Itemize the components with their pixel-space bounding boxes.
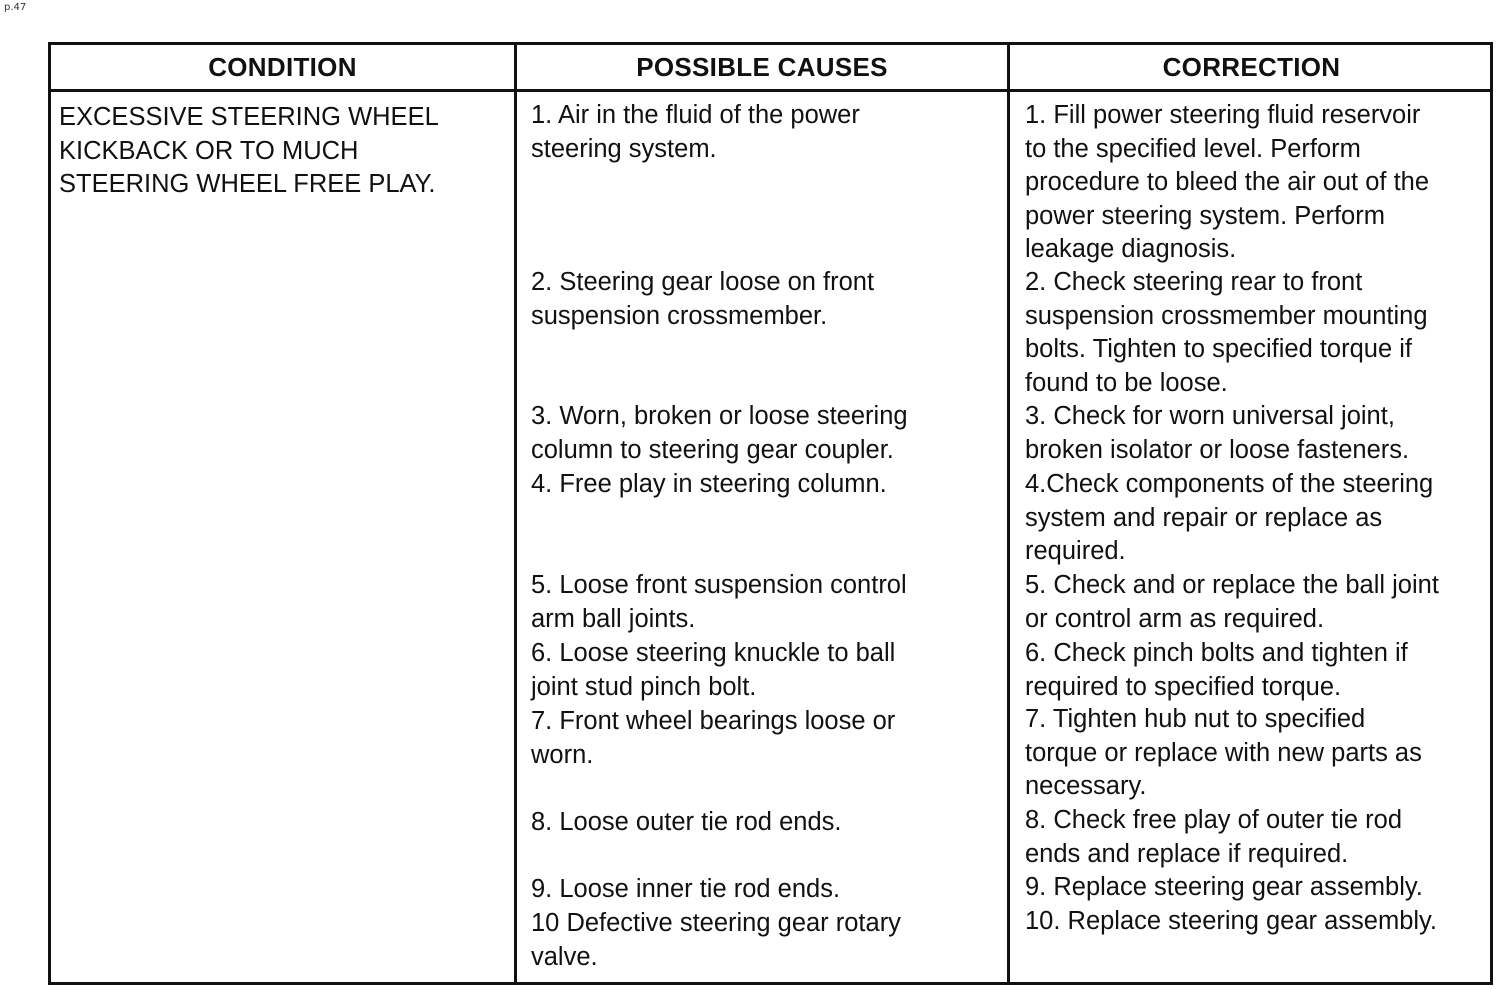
header-possible-causes: POSSIBLE CAUSES xyxy=(636,52,888,82)
cause-item: 6. Loose steering knuckle to ball joint stud pinch bolt. xyxy=(531,639,896,701)
cause-item: 4. Free play in steering column. xyxy=(531,470,887,498)
cause-item: 9. Loose inner tie rod ends. xyxy=(531,875,841,903)
correction-item: 7. Tighten hub nut to specified torque or replace with new parts as necessary. xyxy=(1025,705,1422,800)
cause-item: 10 Defective steering gear rotary valve. xyxy=(531,909,901,971)
correction-item: 4.Check components of the steering system and repair or replace as required. xyxy=(1025,470,1434,565)
correction-item: 8. Check free play of outer tie rod ends and replace if required. xyxy=(1025,806,1403,868)
correction-item: 6. Check pinch bolts and tighten if required to specified torque. xyxy=(1025,639,1408,701)
diagnosis-table xyxy=(48,42,1493,985)
correction-item: 10. Replace steering gear assembly. xyxy=(1025,907,1437,935)
header-divider xyxy=(51,89,1490,92)
corner-mark: p.47 xyxy=(4,2,27,13)
cause-item: 1. Air in the fluid of the power steering system. xyxy=(531,101,860,163)
cause-item: 8. Loose outer tie rod ends. xyxy=(531,808,842,836)
column-divider xyxy=(514,45,517,982)
correction-item: 1. Fill power steering fluid reservoir to the specified level. Perform procedure to bleed the air out of the power steering system. Perform leakage diagnosis. xyxy=(1025,101,1430,263)
cause-item: 5. Loose front suspension control arm ball joints. xyxy=(531,571,907,633)
header-correction: CORRECTION xyxy=(1162,52,1341,82)
column-divider xyxy=(1007,45,1010,982)
correction-item: 2. Check steering rear to front suspension crossmember mounting bolts. Tighten to specified torque if found to be loose. xyxy=(1025,268,1428,397)
cause-item: 3. Worn, broken or loose steering column to steering gear coupler. xyxy=(531,402,908,464)
cause-item: 2. Steering gear loose on front suspension crossmember. xyxy=(531,268,875,330)
header-condition: CONDITION xyxy=(208,52,357,82)
correction-item: 5. Check and or replace the ball joint or control arm as required. xyxy=(1025,571,1439,633)
correction-item: 9. Replace steering gear assembly. xyxy=(1025,873,1423,901)
correction-item: 3. Check for worn universal joint, broken isolator or loose fasteners. xyxy=(1025,402,1410,464)
cause-item: 7. Front wheel bearings loose or worn. xyxy=(531,707,896,769)
condition-text: EXCESSIVE STEERING WHEEL KICKBACK OR TO MUCH STEERING WHEEL FREE PLAY. xyxy=(59,103,439,198)
